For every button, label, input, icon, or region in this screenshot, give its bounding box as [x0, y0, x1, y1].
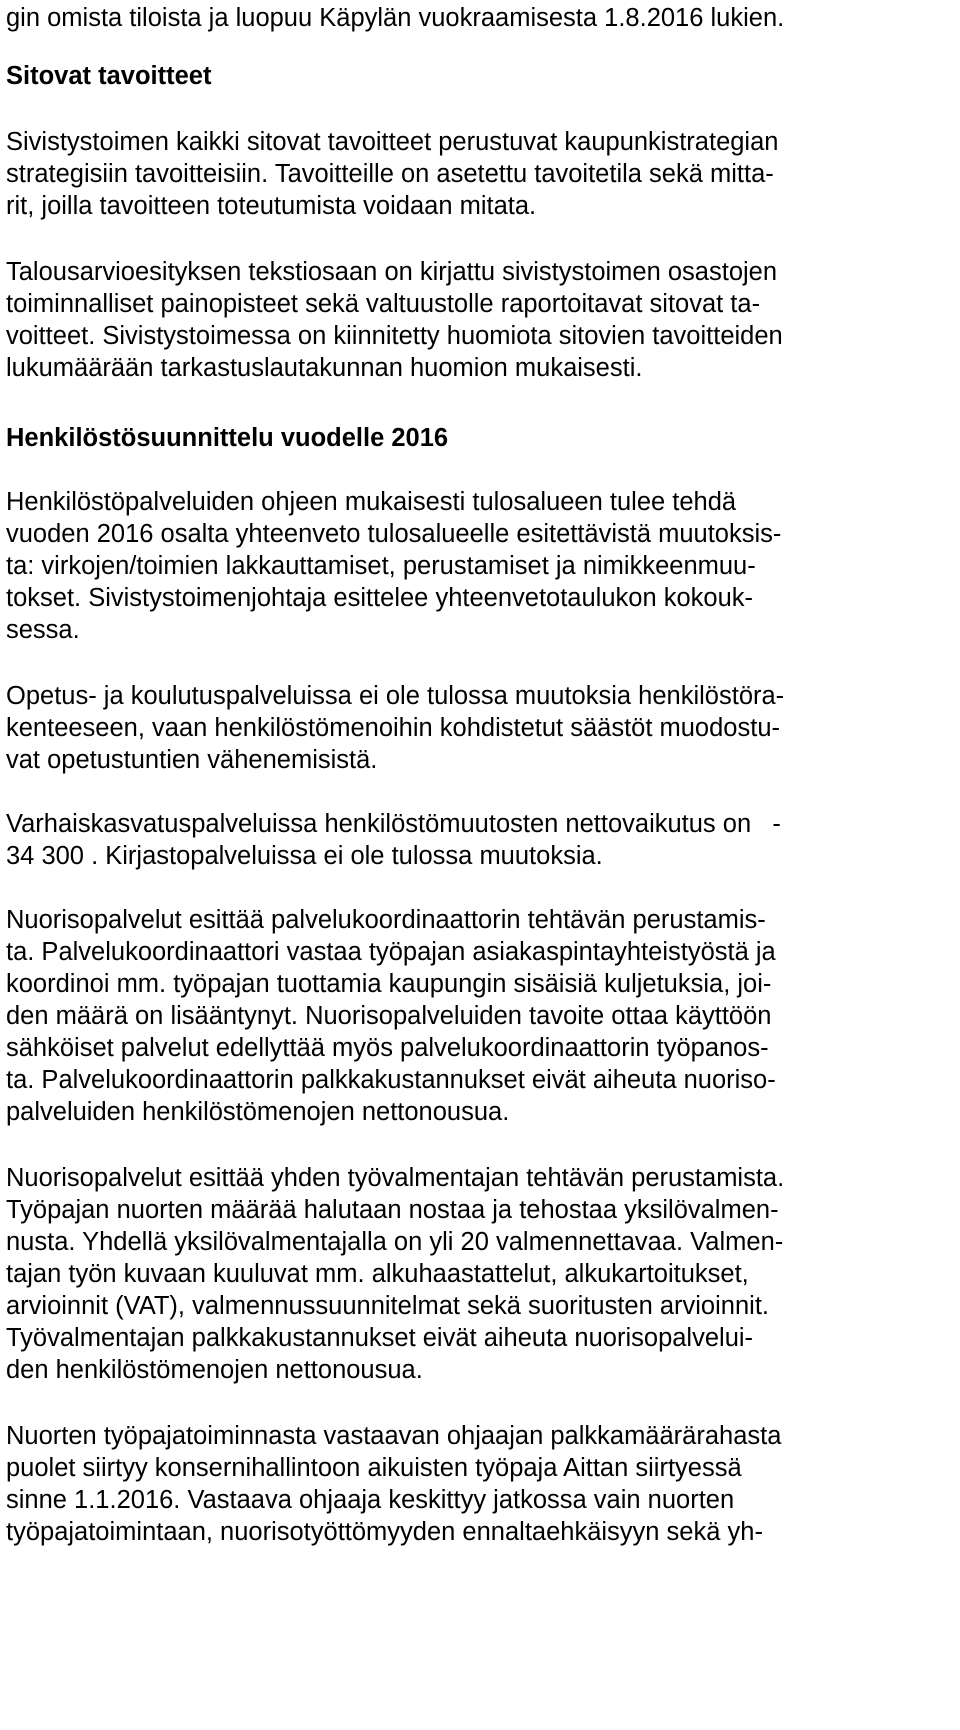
paragraph-line: voitteet. Sivistystoimessa on kiinnitetty huomiota sitovien tavoitteiden — [6, 322, 783, 350]
paragraph-line: lukumäärään tarkastuslautakunnan huomion mukaisesti. — [6, 354, 643, 382]
paragraph-line: Nuorisopalvelut esittää yhden työvalmentajan tehtävän perustamista. — [6, 1164, 785, 1192]
paragraph-line: rit, joilla tavoitteen toteutumista voidaan mitata. — [6, 192, 537, 220]
heading-sitovat-tavoitteet: Sitovat tavoitteet — [6, 62, 212, 90]
heading-henkilostosuunnittelu: Henkilöstösuunnittelu vuodelle 2016 — [6, 424, 449, 452]
paragraph-line: palveluiden henkilöstömenojen nettonousua. — [6, 1098, 510, 1126]
paragraph-line: puolet siirtyy konsernihallintoon aikuisten työpaja Aittan siirtyessä — [6, 1454, 742, 1482]
paragraph-line: Henkilöstöpalveluiden ohjeen mukaisesti tulosalueen tulee tehdä — [6, 488, 737, 516]
paragraph-line: Varhaiskasvatuspalveluissa henkilöstömuutosten nettovaikutus on - — [6, 810, 781, 838]
paragraph-line: nusta. Yhdellä yksilövalmentajalla on yli 20 valmennettavaa. Valmen- — [6, 1228, 784, 1256]
paragraph-line: den henkilöstömenojen nettonousua. — [6, 1356, 423, 1384]
paragraph-line: Opetus- ja koulutuspalveluissa ei ole tulossa muutoksia henkilöstöra- — [6, 682, 785, 710]
paragraph-line: strategisiin tavoitteisiin. Tavoitteille on asetettu tavoitetila sekä mitta- — [6, 160, 774, 188]
paragraph-line: vuoden 2016 osalta yhteenveto tulosalueelle esitettävistä muutoksis- — [6, 520, 782, 548]
paragraph-line: Työpajan nuorten määrää halutaan nostaa ja tehostaa yksilövalmen- — [6, 1196, 779, 1224]
paragraph-line: tajan työn kuvaan kuuluvat mm. alkuhaastattelut, alkukartoitukset, — [6, 1260, 749, 1288]
paragraph-line: Nuorten työpajatoiminnasta vastaavan ohjaajan palkkamäärärahasta — [6, 1422, 782, 1450]
paragraph-line: sinne 1.1.2016. Vastaava ohjaaja keskittyy jatkossa vain nuorten — [6, 1486, 735, 1514]
paragraph-line: kenteeseen, vaan henkilöstömenoihin kohdistetut säästöt muodostu- — [6, 714, 780, 742]
paragraph-line: Nuorisopalvelut esittää palvelukoordinaattorin tehtävän perustamis- — [6, 906, 766, 934]
paragraph-line: ta: virkojen/toimien lakkauttamiset, perustamiset ja nimikkeenmuu- — [6, 552, 756, 580]
paragraph-line: sähköiset palvelut edellyttää myös palvelukoordinaattorin työpanos- — [6, 1034, 769, 1062]
intro-line: gin omista tiloista ja luopuu Käpylän vuokraamisesta 1.8.2016 lukien. — [6, 4, 785, 32]
paragraph-line: 34 300 . Kirjastopalveluissa ei ole tulossa muutoksia. — [6, 842, 603, 870]
paragraph-line: koordinoi mm. työpajan tuottamia kaupungin sisäisiä kuljetuksia, joi- — [6, 970, 772, 998]
paragraph-line: ta. Palvelukoordinaattorin palkkakustannukset eivät aiheuta nuoriso- — [6, 1066, 776, 1094]
paragraph-line: arvioinnit (VAT), valmennussuunnitelmat sekä suoritusten arvioinnit. — [6, 1292, 769, 1320]
paragraph-line: ta. Palvelukoordinaattori vastaa työpajan asiakaspintayhteistyöstä ja — [6, 938, 776, 966]
paragraph-line: den määrä on lisääntynyt. Nuorisopalveluiden tavoite ottaa käyttöön — [6, 1002, 772, 1030]
paragraph-line: Sivistystoimen kaikki sitovat tavoitteet perustuvat kaupunkistrategian — [6, 128, 779, 156]
paragraph-line: sessa. — [6, 616, 80, 644]
paragraph-line: tokset. Sivistystoimenjohtaja esittelee yhteenvetotaulukon kokouk- — [6, 584, 753, 612]
paragraph-line: vat opetustuntien vähenemisistä. — [6, 746, 378, 774]
paragraph-line: toiminnalliset painopisteet sekä valtuustolle raportoitavat sitovat ta- — [6, 290, 761, 318]
paragraph-line: Työvalmentajan palkkakustannukset eivät aiheuta nuorisopalvelui- — [6, 1324, 754, 1352]
paragraph-line: työpajatoimintaan, nuorisotyöttömyyden ennaltaehkäisyyn sekä yh- — [6, 1518, 763, 1546]
paragraph-line: Talousarvioesityksen tekstiosaan on kirjattu sivistystoimen osastojen — [6, 258, 778, 286]
